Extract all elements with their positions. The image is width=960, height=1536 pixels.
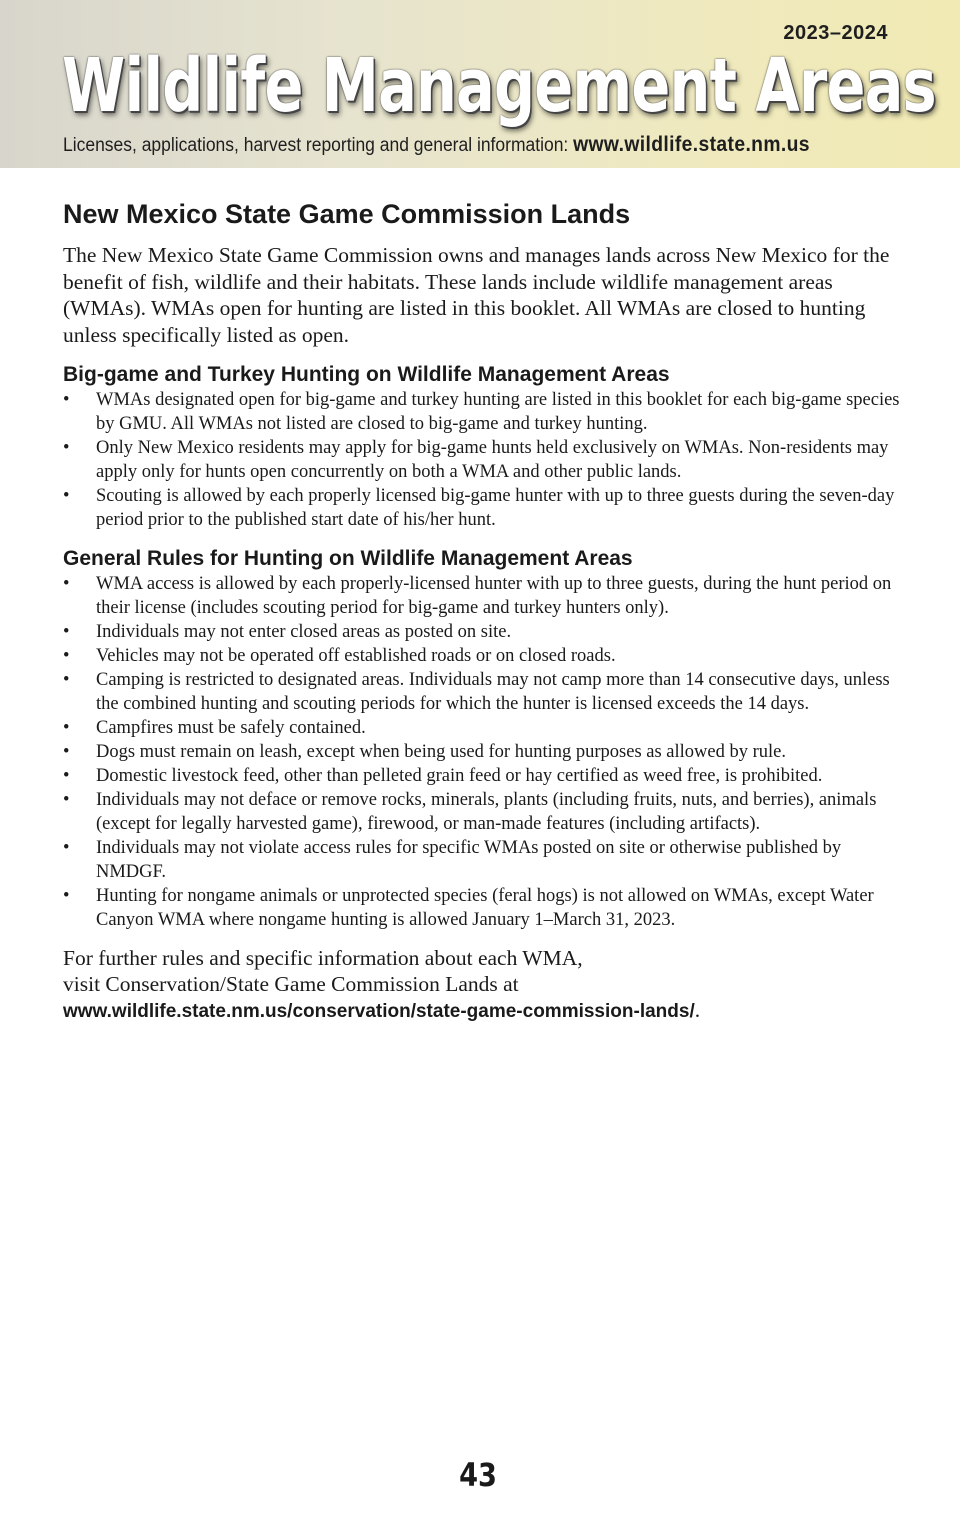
bullet: •	[63, 718, 70, 738]
bullet: •	[63, 646, 70, 666]
big-game-rules-list	[63, 388, 903, 532]
list-item	[63, 484, 903, 532]
bullet: •	[63, 790, 70, 810]
year-label: 2023–2024	[783, 22, 888, 44]
list-item-text: Individuals may not deface or remove rocks, minerals, plants (including fruits, nuts, and berries), animals (except for legally harvested game), firewood, or man-made features (including artifacts).	[96, 790, 877, 834]
header-website-link[interactable]: www.wildlife.state.nm.us	[573, 133, 810, 156]
list-item	[63, 620, 903, 644]
general-rules-list	[63, 572, 903, 932]
list-item	[63, 764, 903, 788]
list-item-text: Only New Mexico residents may apply for big-game hunts held exclusively on WMAs. Non-residents may apply only for hunts open concurrently on both a WMA and other public lands.	[96, 438, 889, 482]
list-item	[63, 836, 903, 884]
list-item-text: Individuals may not enter closed areas as posted on site.	[96, 622, 512, 642]
list-item-text: Campfires must be safely contained.	[96, 718, 366, 738]
bullet: •	[63, 838, 70, 858]
list-item	[63, 436, 903, 484]
list-item	[63, 788, 903, 836]
intro-paragraph: The New Mexico State Game Commission owns and manages lands across New Mexico for the benefit of fish, wildlife and their habitats. These lands include wildlife management areas (WMAs). WMAs open for hunting are listed in this booklet. All WMAs are closed to hunting unless specifically listed as open.	[63, 243, 890, 347]
section-heading-big-game: Big-game and Turkey Hunting on Wildlife Management Areas	[63, 363, 670, 386]
bullet: •	[63, 670, 70, 690]
list-item-text: Domestic livestock feed, other than pelleted grain feed or hay certified as weed free, is prohibited.	[96, 766, 823, 786]
bullet: •	[63, 486, 70, 506]
bullet: •	[63, 886, 70, 906]
main-content	[63, 196, 903, 1026]
further-info-line-2: visit Conservation/State Game Commission Lands at	[63, 972, 519, 996]
list-item	[63, 884, 903, 932]
list-item	[63, 668, 903, 716]
header-banner	[0, 0, 960, 168]
list-item	[63, 388, 903, 436]
url-period: .	[694, 998, 701, 1022]
list-item-text: Scouting is allowed by each properly licensed big-game hunter with up to three guests during the seven-day period prior to the published start date of his/her hunt.	[96, 486, 895, 530]
header-tagline	[63, 133, 810, 157]
list-item	[63, 572, 903, 620]
page-number: 43	[459, 1456, 497, 1494]
section-heading-commission-lands: New Mexico State Game Commission Lands	[63, 199, 631, 229]
further-info-paragraph	[63, 945, 903, 1026]
list-item-text: Hunting for nongame animals or unprotected species (feral hogs) is not allowed on WMAs, except Water Canyon WMA where nongame hunting is allowed January 1–March 31, 2023.	[96, 886, 874, 930]
list-item	[63, 644, 903, 668]
list-item	[63, 740, 903, 764]
page-title: Wildlife Management Areas	[62, 43, 936, 129]
section-heading-general-rules: General Rules for Hunting on Wildlife Management Areas	[63, 547, 633, 570]
bullet: •	[63, 742, 70, 762]
bullet: •	[63, 438, 70, 458]
list-item-text: Dogs must remain on leash, except when being used for hunting purposes as allowed by rule.	[96, 742, 787, 762]
further-info-line-1: For further rules and specific information about each WMA,	[63, 946, 583, 970]
list-item-text: WMA access is allowed by each properly-licensed hunter with up to three guests, during the hunt period on their license (includes scouting period for big-game and turkey hunters only).	[96, 574, 892, 618]
list-item-text: WMAs designated open for big-game and turkey hunting are listed in this booklet for each big-game species by GMU. All WMAs not listed are closed to big-game and turkey hunting.	[96, 390, 900, 434]
list-item-text: Camping is restricted to designated areas. Individuals may not camp more than 14 consecutive days, unless the combined hunting and scouting periods for which the hunter is licensed exceeds the 14 days.	[96, 670, 890, 714]
tagline-text: Licenses, applications, harvest reporting and general information:	[63, 135, 574, 156]
bullet: •	[63, 574, 70, 594]
list-item-text: Individuals may not violate access rules for specific WMAs posted on site or otherwise published by NMDGF.	[96, 838, 842, 882]
bullet: •	[63, 390, 70, 410]
list-item-text: Vehicles may not be operated off established roads or on closed roads.	[96, 646, 616, 666]
bullet: •	[63, 766, 70, 786]
list-item	[63, 716, 903, 740]
bullet: •	[63, 622, 70, 642]
commission-lands-link[interactable]: www.wildlife.state.nm.us/conservation/state-game-commission-lands/	[63, 1001, 695, 1022]
